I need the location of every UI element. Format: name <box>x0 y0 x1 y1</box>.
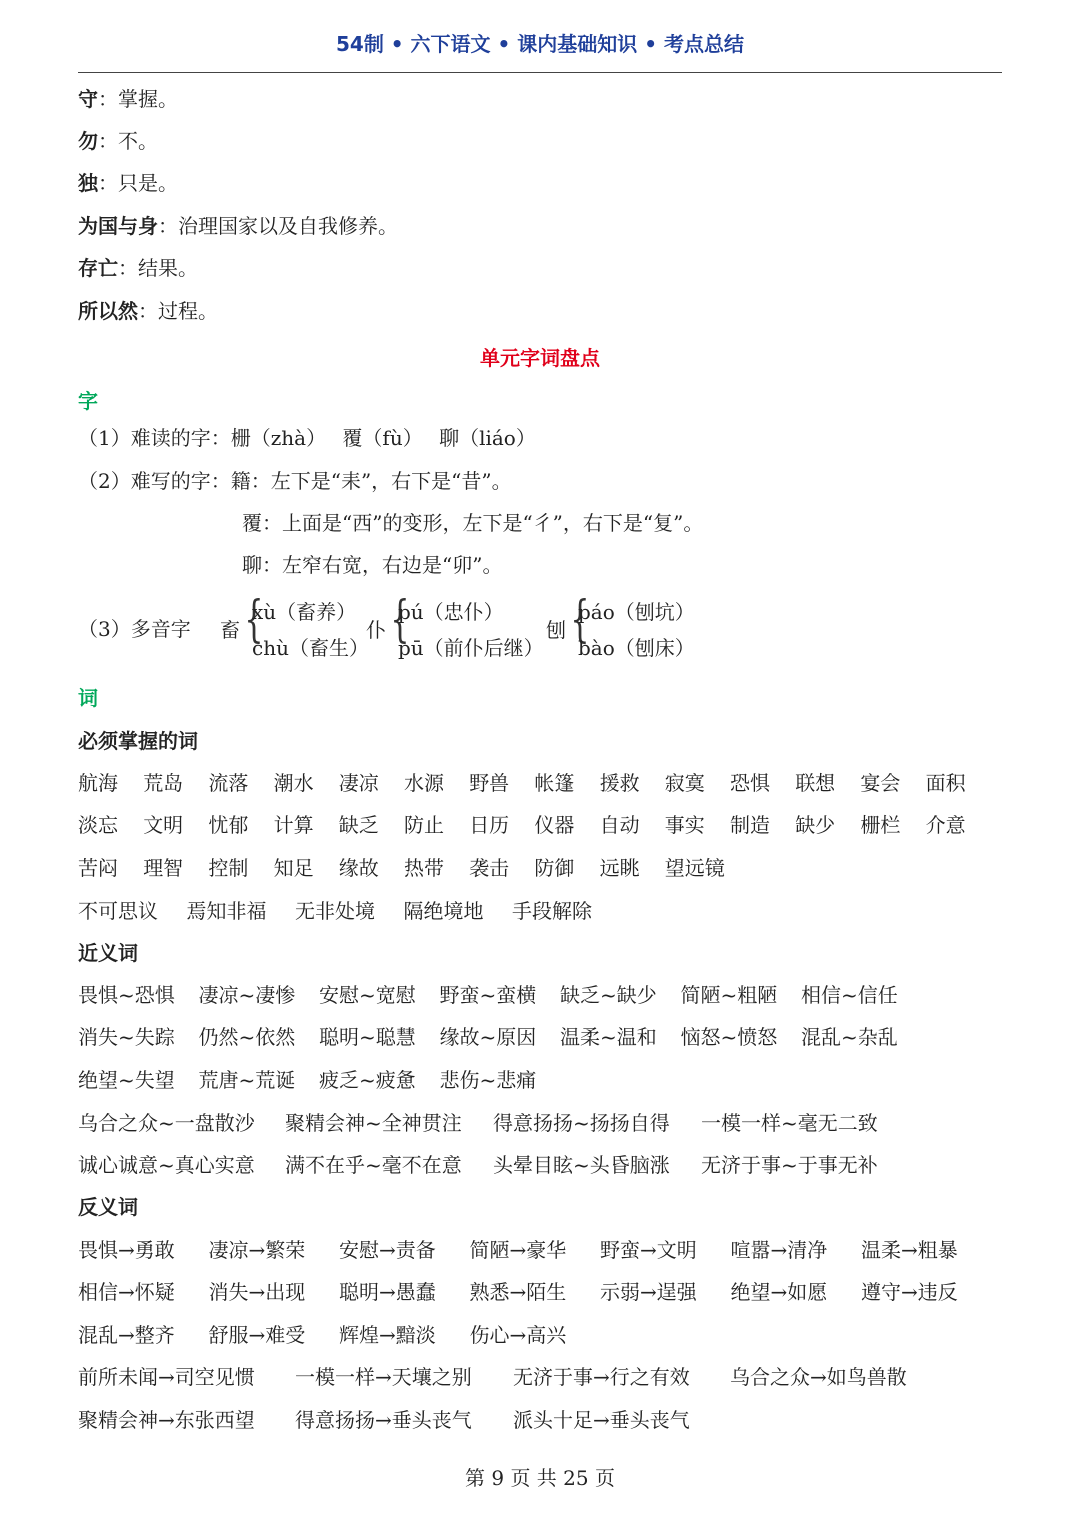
word-item: 喧嚣→清净 <box>730 1238 828 1262</box>
word-item: 宴会 <box>860 771 901 795</box>
polyphone-reading: páo（刨坑） <box>578 600 695 624</box>
word-item: 帐篷 <box>534 771 575 795</box>
word-item: 荒唐~荒诞 <box>198 1068 296 1092</box>
word-item: 聚精会神→东张西望 <box>78 1408 255 1432</box>
word-item: 手段解除 <box>512 899 592 923</box>
word-item: 恐惧 <box>730 771 770 795</box>
word-item: 仪器 <box>534 813 575 837</box>
word-item: 日历 <box>469 813 510 837</box>
word-item: 无济于事~于事无补 <box>701 1153 878 1177</box>
word-item: 绝望~失望 <box>78 1068 175 1092</box>
word-item: 隔绝境地 <box>403 899 484 923</box>
word-item: 仍然~依然 <box>198 1025 296 1049</box>
word-item: 寂寞 <box>664 771 705 795</box>
hard-write-line: 覆：上面是“西”的变形，左下是“彳”，右下是“复”。 <box>242 511 704 535</box>
word-item: 忧郁 <box>208 813 249 837</box>
word-item: 头晕目眩~头昏脑涨 <box>493 1153 670 1177</box>
word-item: 缘故~原因 <box>439 1025 537 1049</box>
hard-write-line: （2）难写的字：籍：左下是“耒”，右下是“昔”。 <box>78 469 512 493</box>
word-item: 乌合之众→如鸟兽散 <box>730 1365 907 1389</box>
header-divider <box>78 72 1002 73</box>
word-item: 示弱→逞强 <box>600 1280 697 1304</box>
polyphone-reading: pū（前仆后继） <box>398 636 544 660</box>
word-item: 荒岛 <box>143 771 184 795</box>
word-item: 聪明→愚蠢 <box>339 1280 436 1304</box>
word-item: 派头十足→垂头丧气 <box>513 1408 690 1432</box>
word-item: 恼怒~愤怒 <box>680 1025 778 1049</box>
word-item: 文明 <box>143 813 184 837</box>
word-item: 聚精会神~全神贯注 <box>285 1111 462 1135</box>
word-item: 诚心诚意~真心实意 <box>78 1153 255 1177</box>
glossary-item: 守：掌握。 <box>78 87 178 111</box>
word-item: 计算 <box>273 813 314 837</box>
page-number: 第 9 页 共 25 页 <box>465 1466 615 1490</box>
word-item: 流落 <box>208 771 249 795</box>
brace-icon: { <box>390 590 410 648</box>
hard-write-line: 聊：左窄右宽，右边是“卯”。 <box>242 553 503 577</box>
polyphone-reading: bào（刨床） <box>578 636 695 660</box>
glossary-item: 为国与身：治理国家以及自我修养。 <box>78 214 398 238</box>
word-item: 防止 <box>404 813 444 837</box>
word-item: 援救 <box>599 771 640 795</box>
word-item: 热带 <box>404 856 444 880</box>
word-item: 野蛮→文明 <box>600 1238 697 1262</box>
word-item: 安慰~宽慰 <box>319 983 416 1007</box>
word-item: 混乱~杂乱 <box>801 1025 898 1049</box>
polyphone-char: 刨 <box>546 618 566 642</box>
word-item: 袭击 <box>469 856 510 880</box>
word-item: 安慰→责备 <box>339 1238 436 1262</box>
word-item: 绝望→如愿 <box>730 1280 828 1304</box>
glossary-item: 所以然：过程。 <box>78 299 218 323</box>
word-item: 遵守→违反 <box>861 1280 958 1304</box>
word-item: 得意扬扬~扬扬自得 <box>493 1111 670 1135</box>
word-item: 满不在乎~毫不在意 <box>285 1153 462 1177</box>
glossary-item: 独：只是。 <box>78 171 178 195</box>
word-item: 缺乏~缺少 <box>560 983 657 1007</box>
word-item: 相信~信任 <box>801 983 898 1007</box>
word-item: 野蛮~蛮横 <box>439 983 537 1007</box>
word-item: 简陋~粗陋 <box>680 983 778 1007</box>
word-item: 简陋→豪华 <box>469 1238 567 1262</box>
word-item: 无济于事→行之有效 <box>513 1365 690 1389</box>
zi-heading: 字 <box>78 389 98 413</box>
word-item: 一模一样~毫无二致 <box>701 1111 878 1135</box>
word-item: 航海 <box>78 771 118 795</box>
word-item: 远眺 <box>599 856 640 880</box>
antonyms-title: 反义词 <box>78 1195 138 1219</box>
word-item: 熟悉→陌生 <box>469 1280 567 1304</box>
word-item: 温柔→粗暴 <box>861 1238 958 1262</box>
word-item: 伤心→高兴 <box>469 1323 567 1347</box>
page-header-title: 54制 • 六下语文 • 课内基础知识 • 考点总结 <box>336 32 744 56</box>
word-item: 自动 <box>599 813 640 837</box>
word-item: 栅栏 <box>860 813 901 837</box>
word-item: 相信→怀疑 <box>78 1280 175 1304</box>
word-item: 野兽 <box>469 771 510 795</box>
word-item: 苦闷 <box>78 856 118 880</box>
word-item: 疲乏~疲惫 <box>319 1068 416 1092</box>
word-item: 焉知非福 <box>186 899 267 923</box>
glossary-item: 勿：不。 <box>78 129 158 153</box>
word-item: 知足 <box>273 856 314 880</box>
synonyms-title: 近义词 <box>78 941 138 965</box>
word-item: 畏惧~恐惧 <box>78 983 175 1007</box>
word-item: 凄凉→繁荣 <box>208 1238 306 1262</box>
word-item: 无非处境 <box>295 899 375 923</box>
hard-read-line: （1）难读的字：栅（zhà） 覆（fù） 聊（liáo） <box>78 426 536 450</box>
polyphone-reading: chù（畜生） <box>252 636 369 660</box>
polyphone-reading: pú（忠仆） <box>398 600 504 624</box>
word-item: 水源 <box>404 771 444 795</box>
word-item: 面积 <box>925 771 966 795</box>
polyphone-label: （3）多音字 <box>78 617 191 641</box>
word-item: 乌合之众~一盘散沙 <box>78 1111 255 1135</box>
word-item: 舒服→难受 <box>208 1323 306 1347</box>
brace-icon: { <box>244 590 264 648</box>
polyphone-char: 仆 <box>366 618 386 642</box>
section-title: 单元字词盘点 <box>480 346 600 370</box>
word-item: 介意 <box>925 813 966 837</box>
word-item: 潮水 <box>273 771 314 795</box>
word-item: 混乱→整齐 <box>78 1323 175 1347</box>
polyphone-char: 畜 <box>220 618 240 642</box>
word-item: 得意扬扬→垂头丧气 <box>295 1408 472 1432</box>
word-item: 缺乏 <box>338 813 379 837</box>
word-item: 望远镜 <box>664 856 725 880</box>
word-item: 消失~失踪 <box>78 1025 175 1049</box>
word-item: 温柔~温和 <box>560 1025 657 1049</box>
word-item: 凄凉 <box>338 771 379 795</box>
word-item: 联想 <box>795 771 836 795</box>
word-item: 聪明~聪慧 <box>319 1025 416 1049</box>
word-item: 悲伤~悲痛 <box>439 1068 537 1092</box>
word-item: 一模一样→天壤之别 <box>295 1365 472 1389</box>
ci-heading: 词 <box>78 686 98 710</box>
word-item: 辉煌→黯淡 <box>339 1323 436 1347</box>
word-item: 淡忘 <box>78 813 118 837</box>
word-item: 凄凉~凄惨 <box>198 983 296 1007</box>
word-item: 理智 <box>143 856 184 880</box>
word-item: 控制 <box>208 856 249 880</box>
word-item: 事实 <box>664 813 705 837</box>
word-item: 消失→出现 <box>208 1280 306 1304</box>
word-item: 缘故 <box>338 856 379 880</box>
must-know-title: 必须掌握的词 <box>78 729 198 753</box>
word-item: 防御 <box>534 856 575 880</box>
word-item: 缺少 <box>795 813 836 837</box>
word-item: 不可思议 <box>78 899 158 923</box>
polyphone-reading: xù（畜养） <box>252 600 357 624</box>
brace-icon: { <box>570 590 590 648</box>
word-item: 制造 <box>730 813 770 837</box>
word-item: 前所未闻→司空见惯 <box>78 1365 255 1389</box>
word-item: 畏惧→勇敢 <box>78 1238 175 1262</box>
glossary-item: 存亡：结果。 <box>78 256 198 280</box>
